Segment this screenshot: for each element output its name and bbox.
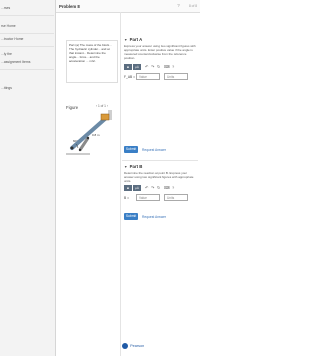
problem-figure xyxy=(60,110,118,156)
part-b-units-input[interactable]: Units xyxy=(164,194,188,201)
part-b-description: Determine the reaction at point B. Express your answer using two significant figures with appropriate units. xyxy=(124,171,194,183)
part-a-description: Express your answer using two significant figures with appropriate units. Enter positive value if the angle is measured counterclockwise from the reference position. xyxy=(124,44,196,60)
part-a-value-input[interactable]: Value xyxy=(136,73,160,80)
sidebar-divider xyxy=(0,15,54,16)
part-a-units-input[interactable]: Units xyxy=(164,73,188,80)
pearson-logo[interactable] xyxy=(122,343,144,351)
top-bar xyxy=(56,0,200,13)
part-a-submit-button[interactable]: Submit xyxy=(125,147,137,151)
undo-icon[interactable]: ↶ xyxy=(145,185,149,190)
sidebar-divider xyxy=(0,69,54,70)
keyboard-icon[interactable]: ⌨ xyxy=(164,64,170,69)
redo-icon[interactable]: ↷ xyxy=(151,185,155,190)
sidebar-item-settings[interactable]: ...ttings xyxy=(1,86,12,90)
part-b-value-input[interactable]: Value xyxy=(136,194,160,201)
sidebar xyxy=(0,0,56,356)
part-b-toolbar xyxy=(124,185,196,191)
sidebar-item-course-home[interactable]: rse Home xyxy=(1,24,16,28)
part-a-request-answer-link[interactable]: Request Answer xyxy=(142,148,167,152)
sidebar-item-instructor-home[interactable]: ...tructor Home xyxy=(1,37,24,41)
reset-icon[interactable]: ↻ xyxy=(157,185,161,190)
pearson-brand-text: Pearson xyxy=(130,344,145,348)
sidebar-divider xyxy=(0,33,54,34)
pin-a-shape xyxy=(71,147,74,150)
part-b-header[interactable] xyxy=(124,164,142,169)
part-b-label: Part B xyxy=(129,164,143,169)
redo-icon[interactable]: ↷ xyxy=(151,64,155,69)
part-a-answer-label: F_AB = xyxy=(124,75,136,79)
length-label: 0.8 m xyxy=(92,133,100,137)
problem-description-card xyxy=(66,40,118,83)
chevron-left-icon[interactable]: ‹ xyxy=(96,104,98,108)
undo-icon[interactable]: ↶ xyxy=(145,64,149,69)
figure-drawing xyxy=(60,110,118,156)
part-a-label: Part A xyxy=(129,37,143,42)
column-divider xyxy=(120,12,121,356)
chevron-right-icon[interactable]: › xyxy=(106,104,108,108)
sidebar-divider xyxy=(0,46,54,47)
problem-counter: 8 of 8 xyxy=(189,4,197,8)
problem-description-text: Part (a) The mass of the block... The hydraulic cylinder... and at that instant... Determine the angle... force... and the acceleration ... m/s². xyxy=(69,43,112,63)
symbols-button[interactable]: μÅ xyxy=(133,185,141,191)
pearson-p-icon xyxy=(122,343,128,349)
sidebar-item-courses[interactable]: ...rses xyxy=(1,6,11,10)
keyboard-icon[interactable]: ⌨ xyxy=(164,185,170,190)
templates-button[interactable]: ■ xyxy=(124,185,132,191)
sidebar-item-study[interactable]: ...ly the xyxy=(1,52,12,56)
part-b-answer-label: B = xyxy=(124,196,130,200)
part-b-request-answer-link[interactable]: Request Answer xyxy=(142,215,167,219)
figure-label: Figure xyxy=(66,105,79,110)
part-b-answer-row xyxy=(124,194,196,202)
caret-down-icon: ▼ xyxy=(124,165,128,169)
part-a-answer-row xyxy=(124,73,196,81)
caret-down-icon: ▼ xyxy=(124,38,128,42)
part-divider xyxy=(122,160,198,161)
help-icon[interactable]: ? xyxy=(172,185,175,190)
help-circle-icon[interactable]: ? xyxy=(177,3,180,8)
part-a-toolbar xyxy=(124,64,196,70)
figure-page-indicator: 1 of 1 xyxy=(97,104,106,108)
pin-b-shape xyxy=(79,149,81,151)
block-shape xyxy=(101,114,109,120)
pin-c-shape xyxy=(87,137,89,139)
symbols-button[interactable]: μÅ xyxy=(133,64,141,70)
angle-label: 60° xyxy=(73,139,78,143)
templates-button[interactable]: ■ xyxy=(124,64,132,70)
part-a-header[interactable] xyxy=(124,37,142,42)
help-icon[interactable]: ? xyxy=(172,64,175,69)
part-b-submit-button[interactable]: Submit xyxy=(125,214,137,218)
figure-pager[interactable] xyxy=(96,104,108,108)
reset-icon[interactable]: ↻ xyxy=(157,64,161,69)
problem-title: Problem 8 xyxy=(59,4,80,9)
sidebar-item-assignments[interactable]: ...assignment Items xyxy=(1,60,31,64)
